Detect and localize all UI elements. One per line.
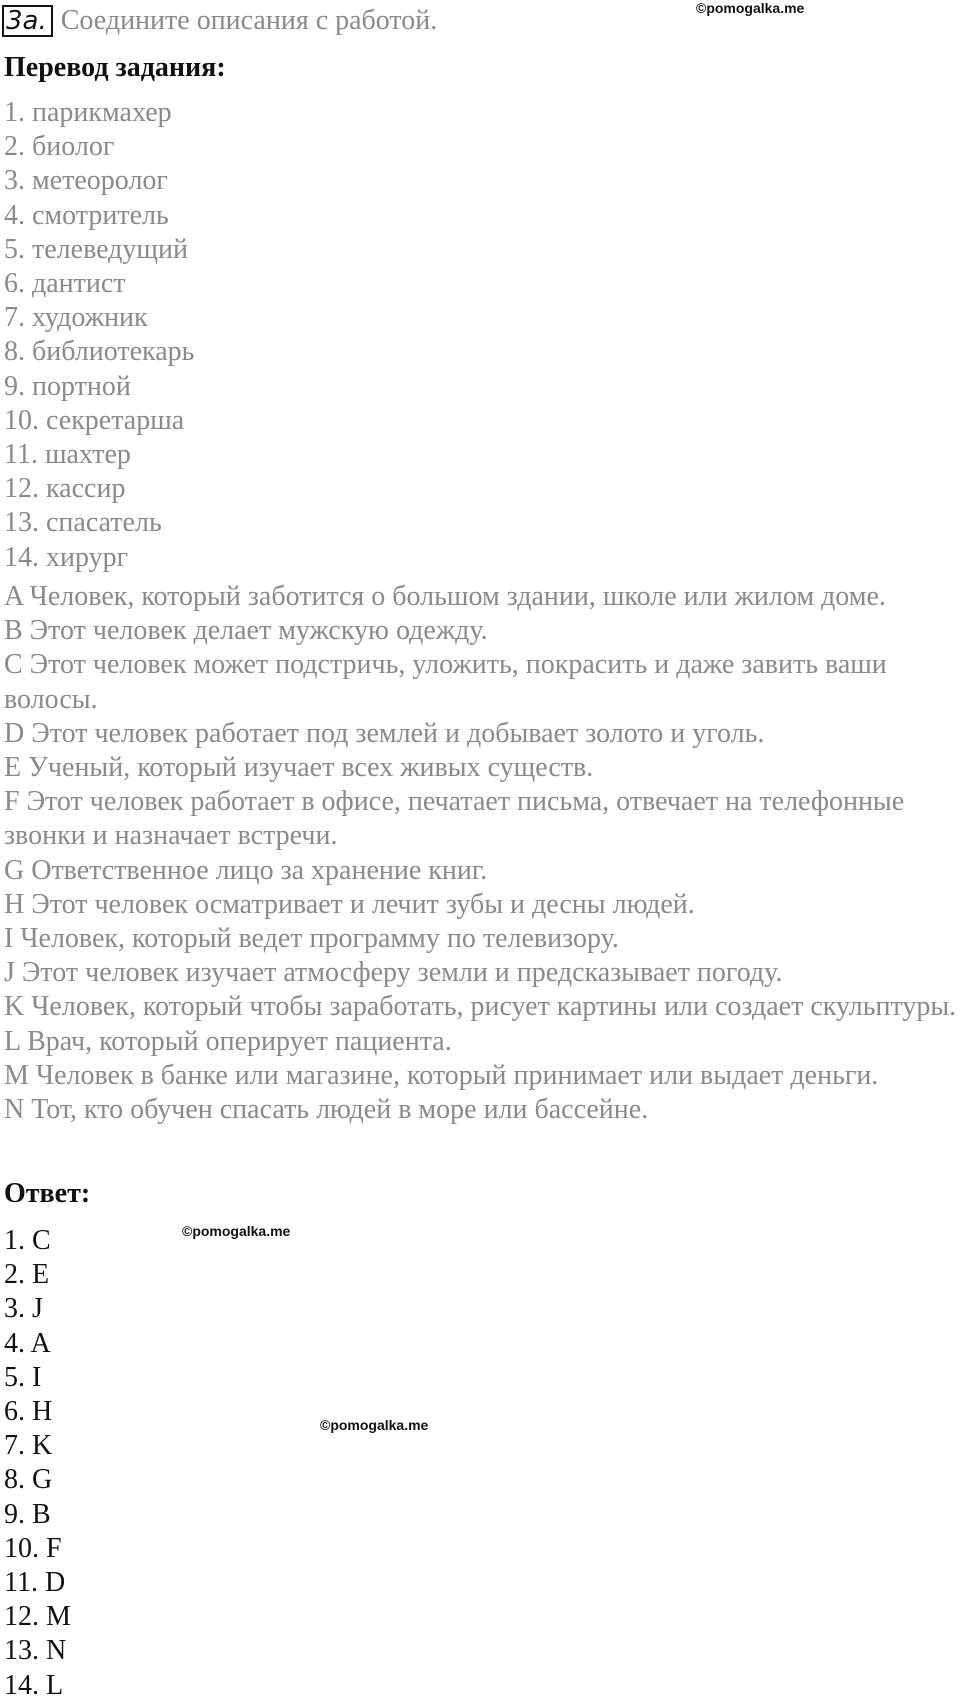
answer-item: 8. G [4,1464,53,1496]
job-item: 10. секретарша [4,404,185,436]
answer-item: 4. A [4,1327,51,1359]
answers-list [4,1224,71,1703]
answer-item: 11. D [4,1567,66,1599]
description-item: L Врач, который оперирует пациента. [4,1025,452,1057]
description-item: F Этот человек работает в офисе, печатает письма, отвечает на телефонные звонки и назначает встречи. [4,786,905,852]
answer-item: 3. J [4,1293,43,1325]
job-item: 1. парикмахер [4,97,172,128]
job-item: 13. спасатель [4,507,162,539]
answer-item: 10. F [4,1532,62,1564]
watermark-top: ©pomogalka.me [696,0,805,16]
task-header [2,4,437,38]
job-item: 8. библиотекарь [4,336,195,368]
description-item: D Этот человек работает под землей и добывает золото и уголь. [4,717,765,749]
description-item: M Человек в банке или магазине, который принимает или выдает деньги. [4,1059,879,1091]
jobs-list [4,96,194,575]
job-item: 3. метеоролог [4,165,168,197]
description-item: E Ученый, который изучает всех живых существ. [4,752,594,784]
description-item: G Ответственное лицо за хранение книг. [4,854,488,886]
answer-item: 14. L [4,1669,64,1701]
description-item: B Этот человек делает мужскую одежду. [4,615,488,647]
answer-heading: Ответ: [4,1178,91,1209]
description-item: I Человек, который ведет программу по телевизору. [4,923,619,955]
answer-item: 12. M [4,1601,71,1633]
job-item: 5. телеведущий [4,233,188,265]
answer-item: 9. B [4,1498,51,1530]
answer-item: 2. E [4,1259,50,1291]
job-item: 11. шахтер [4,439,131,471]
translation-heading: Перевод задания: [4,52,226,83]
answer-item: 1. C [4,1225,51,1256]
watermark-middle: ©pomogalka.me [182,1223,291,1239]
job-item: 2. биолог [4,131,115,163]
job-item: 9. портной [4,370,131,402]
job-item: 14. хирург [4,541,129,573]
answer-item: 7. K [4,1430,53,1462]
task-instruction: Соедините описания с работой. [60,5,438,36]
description-item: K Человек, который чтобы заработать, рисует картины или создает скульптуры. [4,991,957,1023]
description-item: A Человек, который заботится о большом здании, школе или жилом доме. [4,581,886,612]
answer-item: 5. I [4,1361,42,1393]
watermark-lower: ©pomogalka.me [320,1417,429,1433]
answer-item: 6. H [4,1396,53,1428]
description-item: C Этот человек может подстричь, уложить, покрасить и даже завить ваши волосы. [4,649,887,715]
description-item: J Этот человек изучает атмосферу земли и предсказывает погоду. [4,957,783,989]
description-item: N Тот, кто обучен спасать людей в море или бассейне. [4,1094,649,1126]
job-item: 6. дантист [4,268,126,300]
job-item: 7. художник [4,302,148,334]
job-item: 4. смотритель [4,199,169,231]
job-item: 12. кассир [4,473,126,505]
descriptions-list [4,580,960,1127]
answer-item: 13. N [4,1635,67,1667]
task-number-badge: 3a. [2,5,53,37]
description-item: H Этот человек осматривает и лечит зубы и десны людей. [4,888,695,920]
